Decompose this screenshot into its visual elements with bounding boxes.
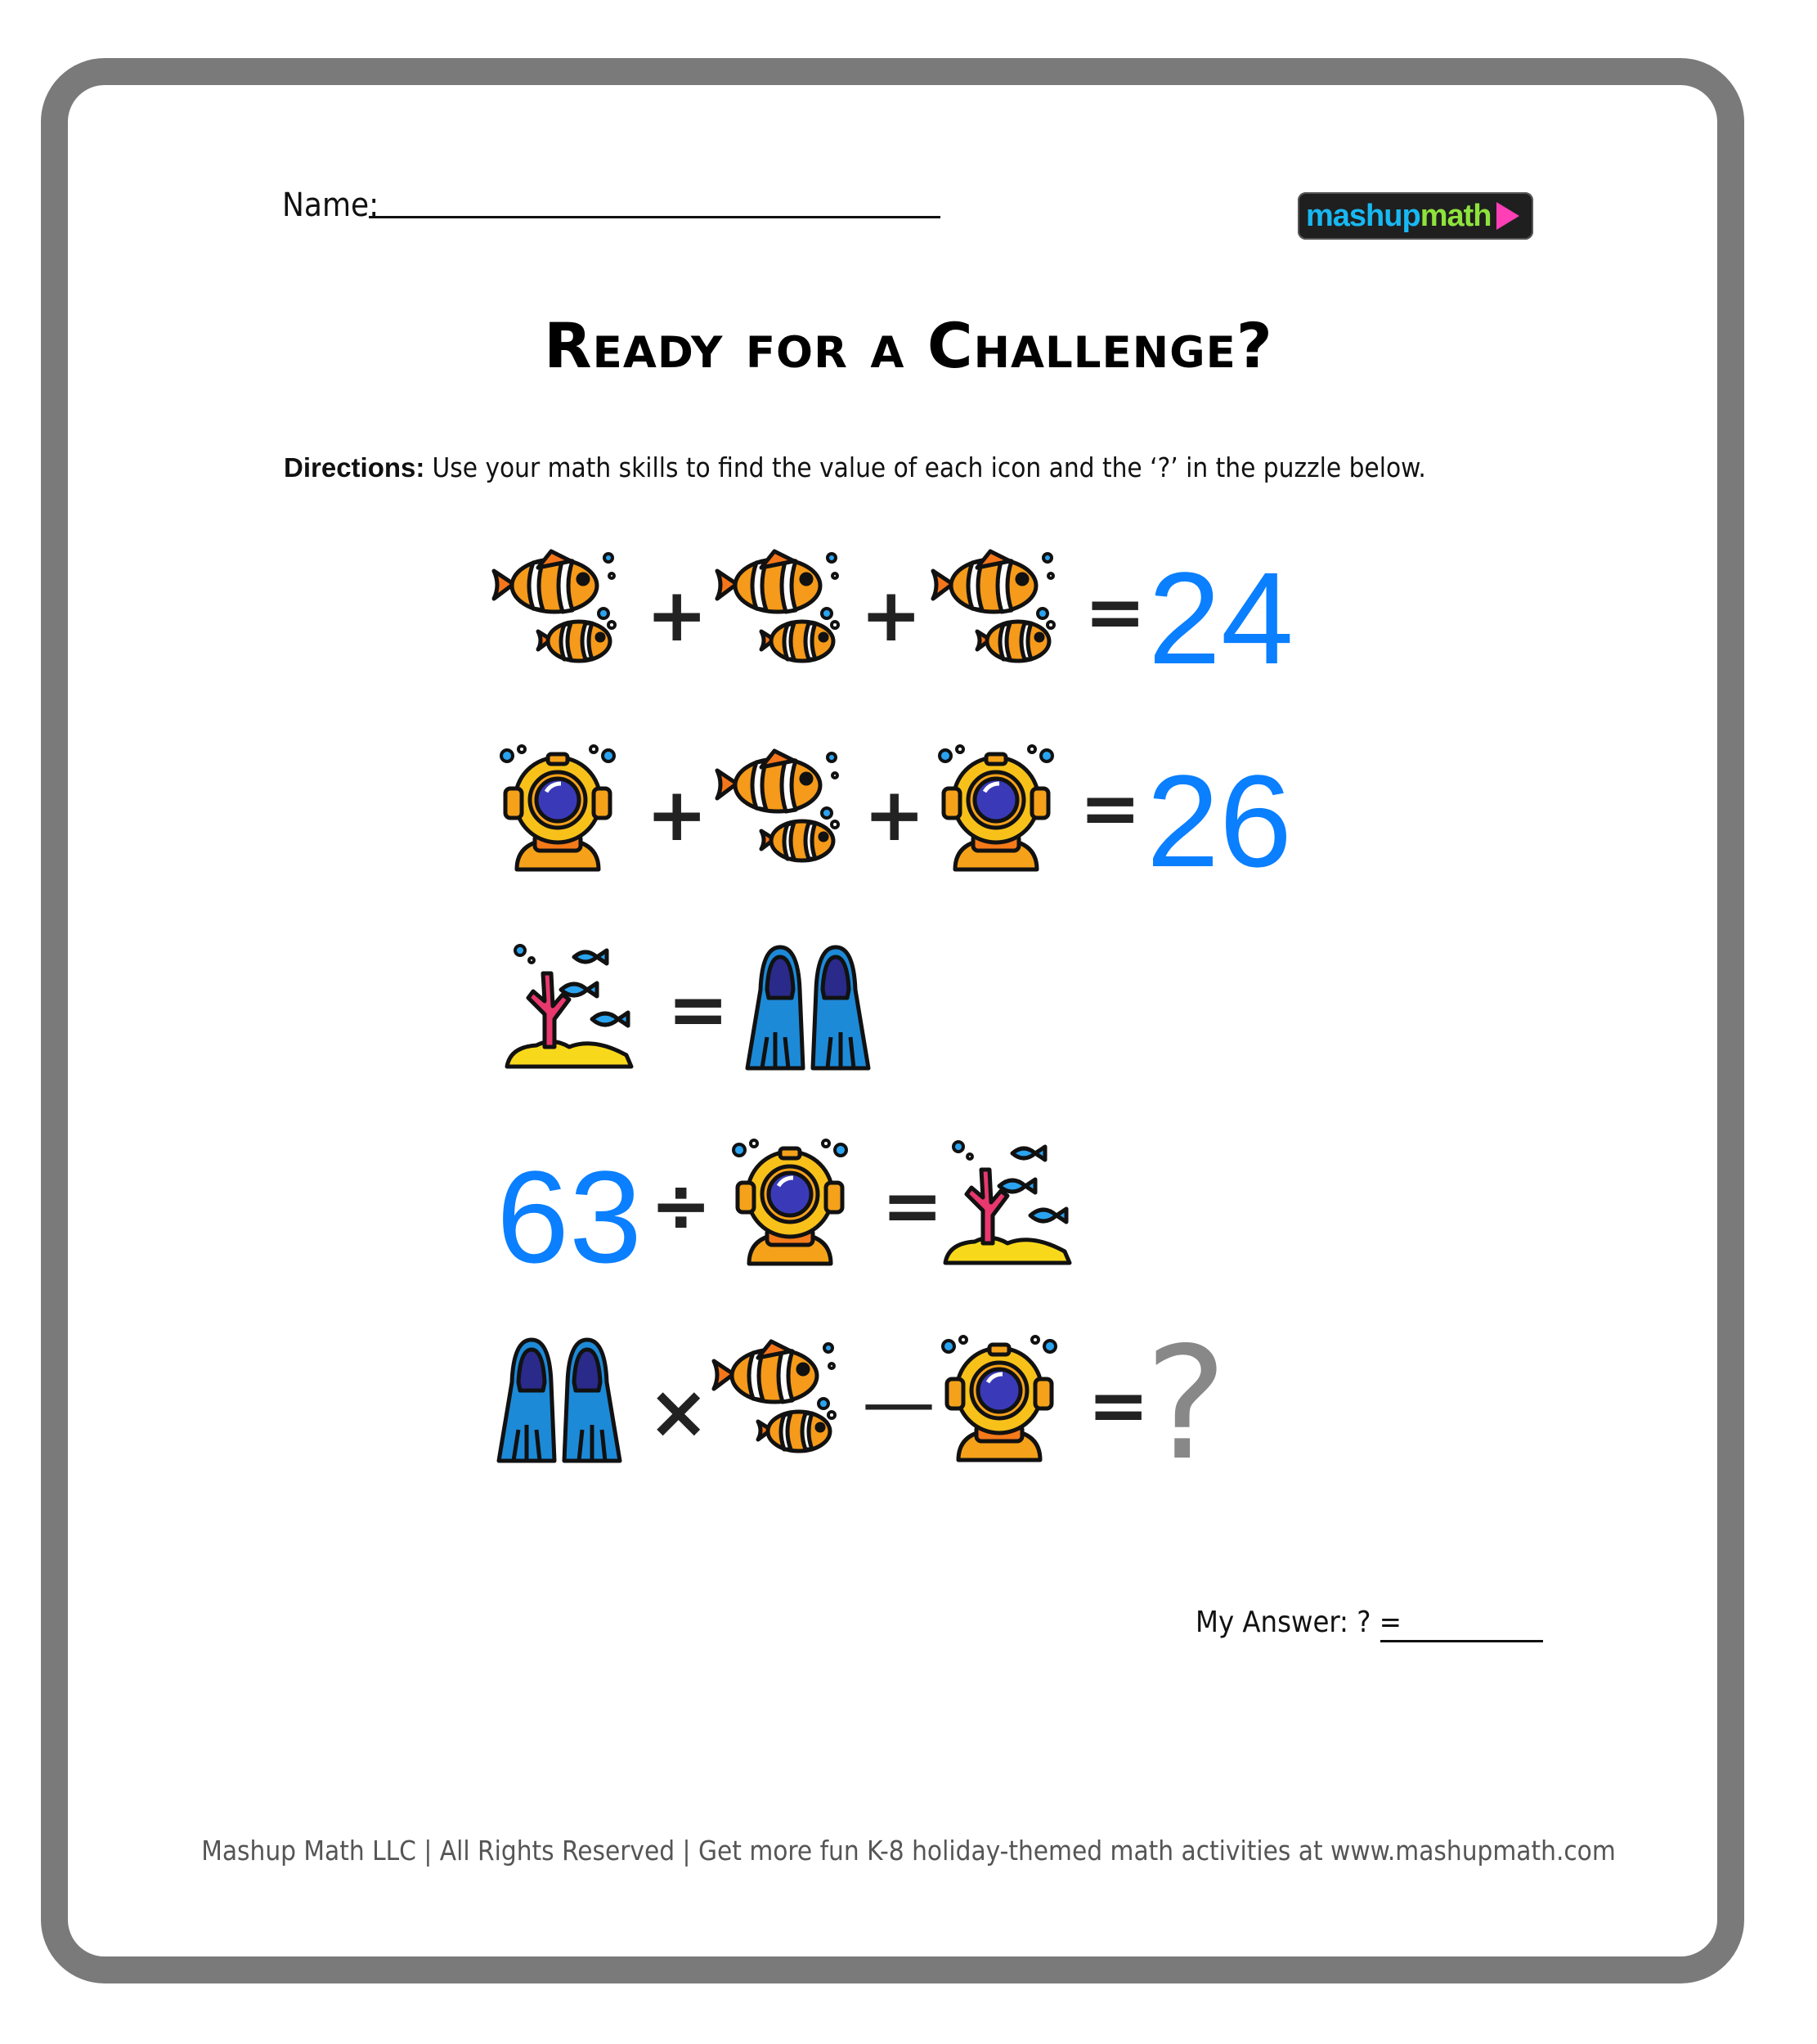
swim-fins-icon [743,941,873,1071]
page-title: Ready for a Challenge? [544,309,1273,382]
diving-helmet-icon [934,1333,1065,1464]
multiply-sign: × [648,1369,710,1455]
minus-sign: — [862,1359,935,1445]
directions-label: Directions: [284,452,425,483]
question-mark-icon: ? [1145,1314,1227,1494]
diving-helmet-icon [931,743,1061,874]
plus-sign: + [864,772,926,858]
plus-sign: + [646,573,708,658]
clownfish-icon [712,743,843,874]
divide-sign: ÷ [650,1163,712,1249]
result-number: 26 [1146,748,1292,894]
name-field[interactable] [369,216,940,218]
plus-sign: + [646,772,708,858]
diving-helmet-icon [492,743,623,874]
equals-sign: = [882,1163,944,1249]
logo-text-mashup: mashup [1306,198,1420,233]
equals-sign: = [1088,1363,1150,1449]
equation-3 [0,941,1817,1080]
equation-2 [0,743,1817,894]
equals-sign: = [1079,766,1142,851]
swim-fins-icon [494,1333,625,1464]
plus-sign: + [860,573,922,658]
mashupmath-logo[interactable] [1298,192,1533,240]
directions [284,451,1426,483]
coral-reef-icon [942,1137,1073,1268]
clownfish-icon [489,543,620,674]
left-number: 63 [496,1143,642,1290]
name-label: Name: [282,186,379,224]
equation-5 [0,1314,1817,1494]
clownfish-icon [709,1333,840,1464]
answer-field[interactable] [1380,1640,1543,1642]
logo-text-math: math [1420,198,1492,233]
equation-4 [0,1137,1817,1290]
coral-reef-icon [504,941,635,1071]
my-answer-label: My Answer: ? = [1196,1606,1402,1639]
directions-text: Use your math skills to find the value of each icon and the ‘?’ in the puzzle below. [432,451,1426,483]
clownfish-icon [928,543,1059,674]
equals-sign: = [667,967,729,1053]
result-number: 24 [1148,545,1294,691]
play-icon [1496,202,1519,230]
clownfish-icon [712,543,843,674]
diving-helmet-icon [725,1137,855,1268]
equation-1 [0,543,1817,691]
equals-sign: = [1084,569,1146,655]
footer-text: Mashup Math LLC | All Rights Reserved | Get more fun K-8 holiday-themed math activities at www.mashupmath.com [201,1835,1616,1867]
